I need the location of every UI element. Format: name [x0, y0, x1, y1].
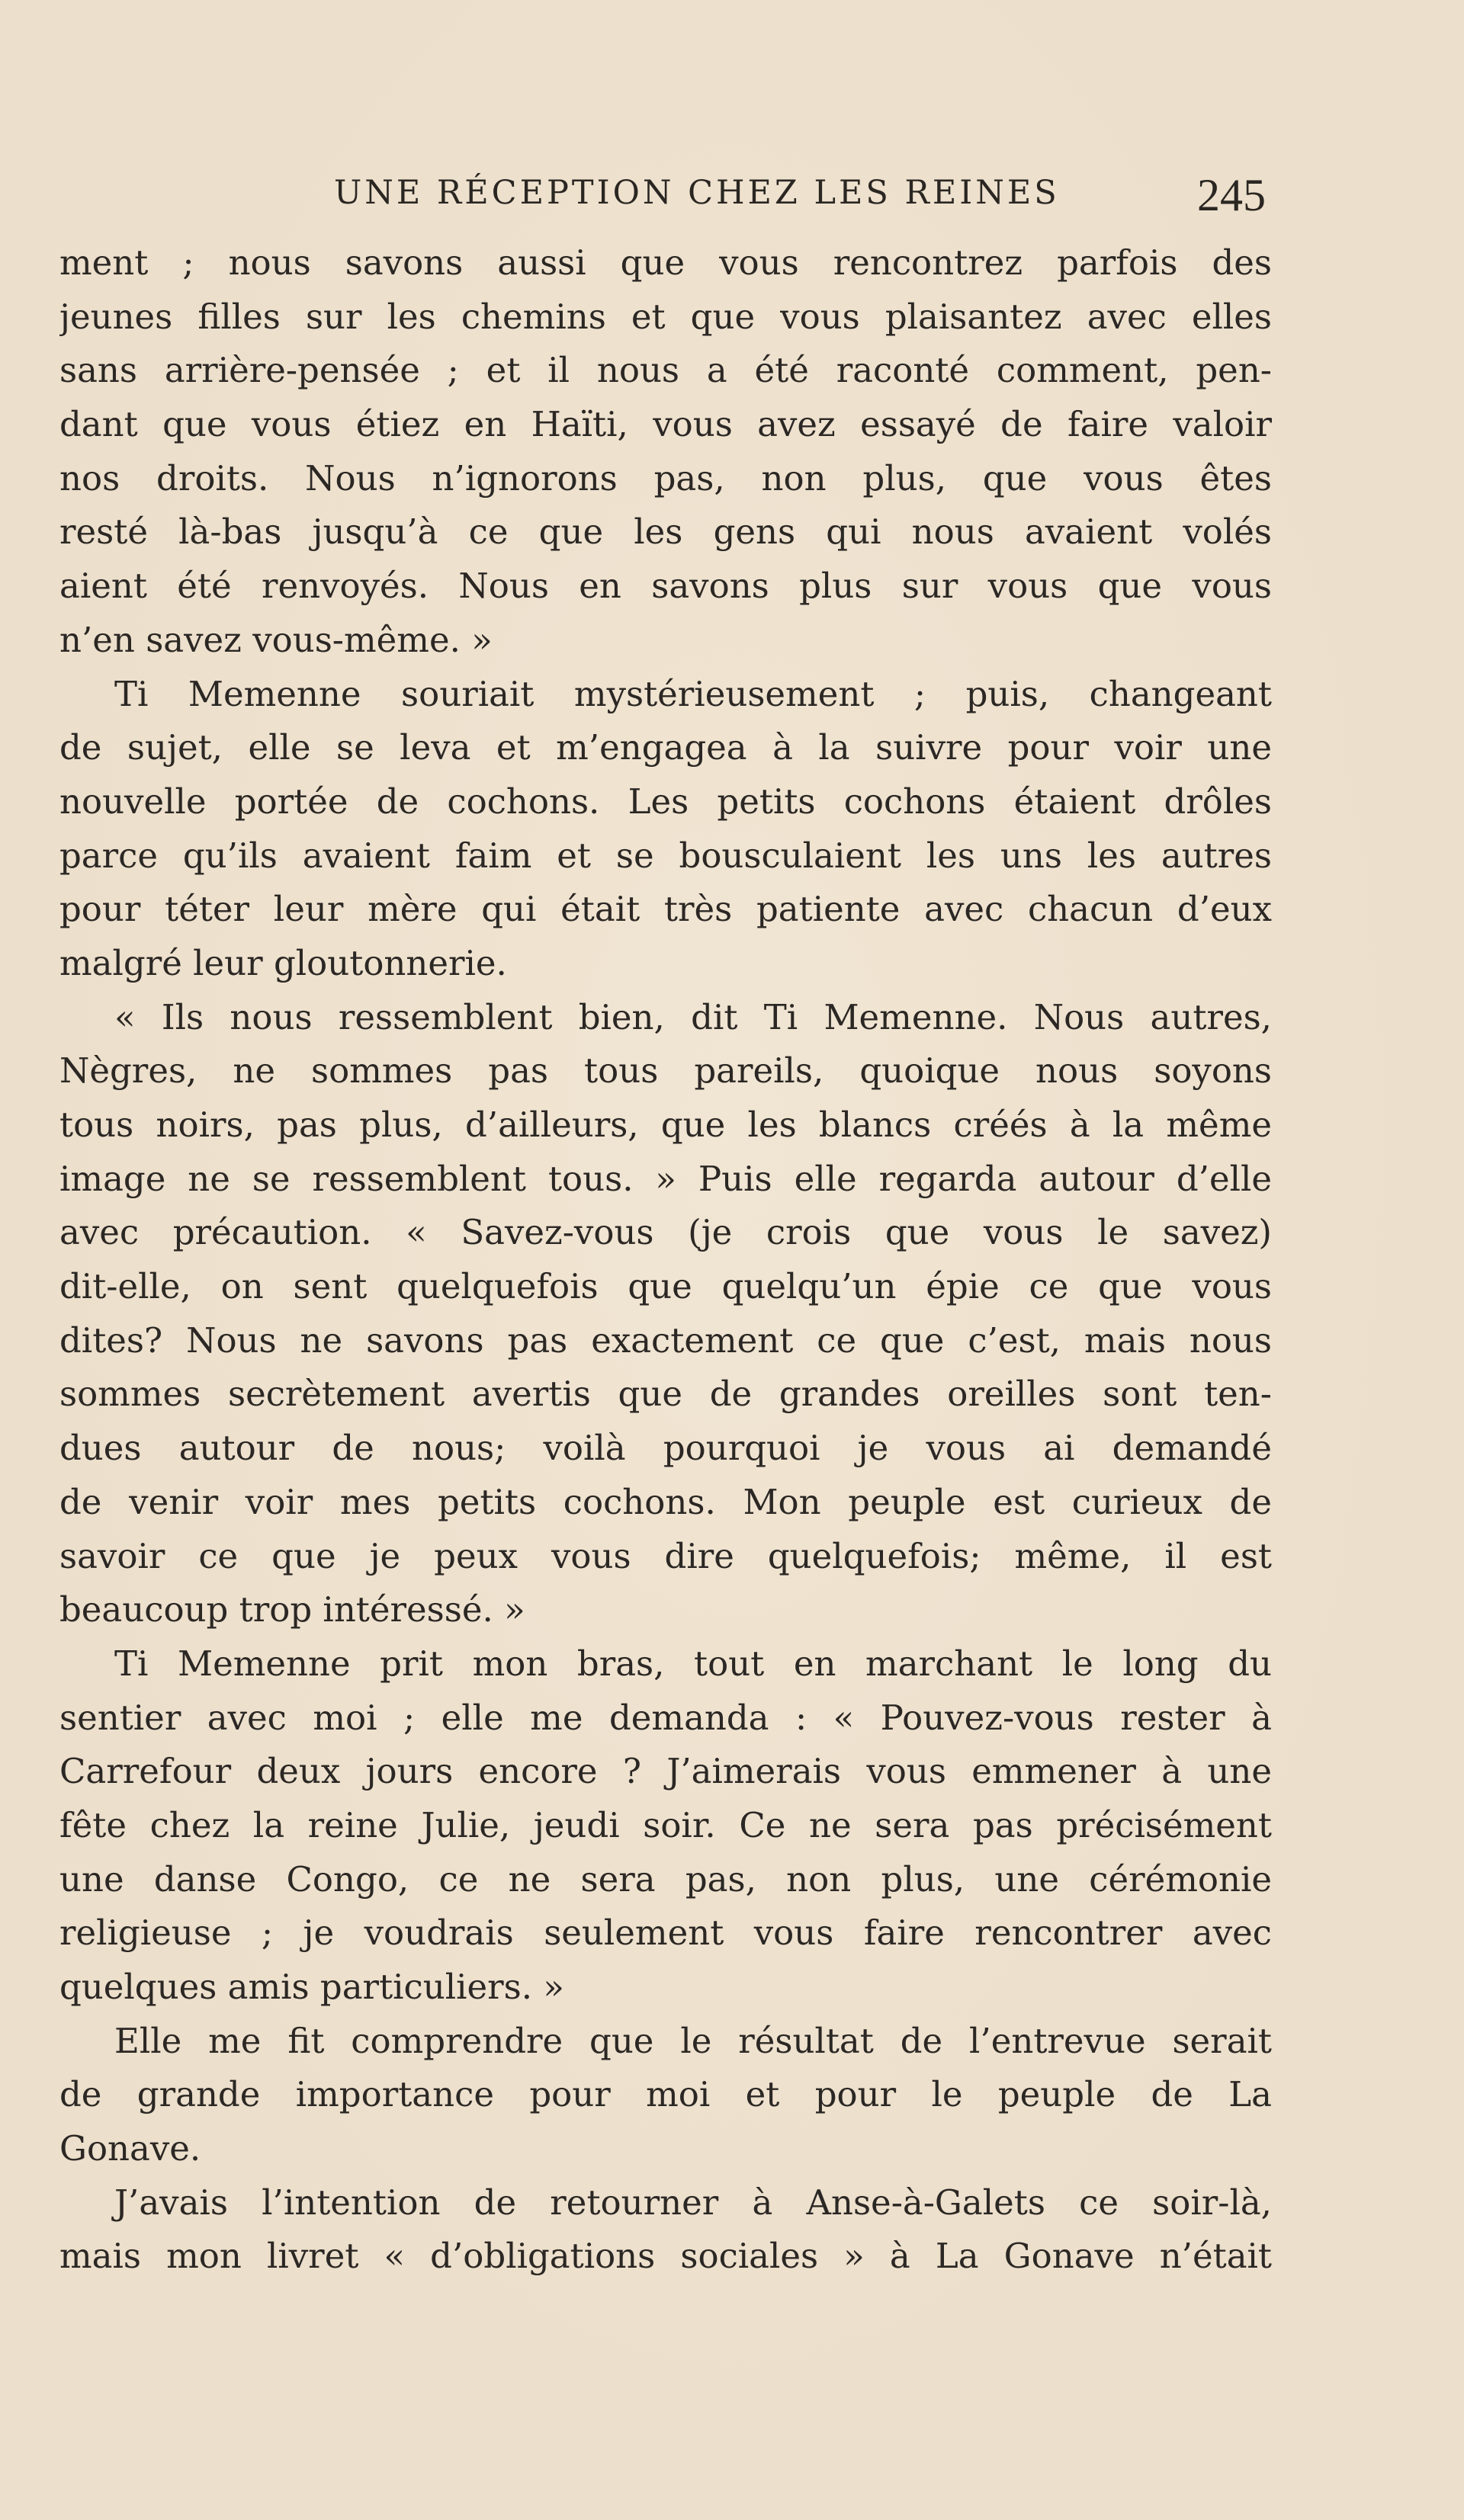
text-line: tous noirs, pas plus, d’ailleurs, que les blancs créés à la même: [59, 1105, 1272, 1145]
text-line: n’en savez vous-même. »: [59, 619, 493, 660]
text-line: sans arrière-pensée ; et il nous a été raconté comment, pen-: [59, 350, 1272, 391]
text-line: nos droits. Nous n’ignorons pas, non plus, que vous êtes: [59, 457, 1272, 499]
text-line: savoir ce que je peux vous dire quelquefois; même, il est: [59, 1535, 1272, 1576]
text-line: Elle me fit comprendre que le résultat de l’entrevue serait: [114, 2020, 1272, 2061]
text-line: malgré leur gloutonnerie.: [59, 942, 507, 983]
text-line: dit-elle, on sent quelquefois que quelqu’un épie ce que vous: [59, 1266, 1272, 1307]
text-line: image ne se ressemblent tous. » Puis elle regarda autour d’elle: [59, 1158, 1272, 1199]
text-line: nouvelle portée de cochons. Les petits cochons étaient drôles: [59, 781, 1272, 822]
text-line: quelques amis particuliers. »: [59, 1967, 564, 2007]
text-line: avec précaution. « Savez-vous (je crois que vous le savez): [59, 1212, 1272, 1253]
text-line: une danse Congo, ce ne sera pas, non plus, une cérémonie: [59, 1858, 1272, 1900]
text-line: sentier avec moi ; elle me demanda : « Pouvez-vous rester à: [59, 1697, 1272, 1738]
text-line: Nègres, ne sommes pas tous pareils, quoique nous soyons: [59, 1050, 1272, 1092]
text-line: de sujet, elle se leva et m’engagea à la suivre pour voir une: [59, 727, 1272, 768]
body-text: [59, 236, 1272, 2284]
text-line: « Ils nous ressemblent bien, dit Ti Memenne. Nous autres,: [114, 996, 1272, 1037]
text-line: fête chez la reine Julie, jeudi soir. Ce ne sera pas précisément: [59, 1804, 1272, 1845]
text-line: Ti Memenne souriait mystérieusement ; puis, changeant: [114, 673, 1272, 714]
text-line: pour téter leur mère qui était très patiente avec chacun d’eux: [59, 889, 1272, 930]
text-line: dites? Nous ne savons pas exactement ce que c’est, mais nous: [59, 1319, 1272, 1361]
text-line: Carrefour deux jours encore ? J’aimerais vous emmener à une: [59, 1751, 1272, 1792]
text-line: aient été renvoyés. Nous en savons plus sur vous que vous: [59, 566, 1272, 607]
text-line: dues autour de nous; voilà pourquoi je vous ai demandé: [59, 1428, 1272, 1469]
text-line: religieuse ; je voudrais seulement vous faire rencontrer avec: [59, 1912, 1272, 1954]
text-line: de grande importance pour moi et pour le peuple de La: [59, 2074, 1272, 2115]
text-line: dant que vous étiez en Haïti, vous avez essayé de faire valoir: [59, 404, 1272, 445]
text-line: ment ; nous savons aussi que vous rencontrez parfois des: [59, 242, 1272, 283]
text-line: jeunes filles sur les chemins et que vous plaisantez avec elles: [59, 296, 1272, 337]
text-line: mais mon livret « d’obligations sociales » à La Gonave n’était: [59, 2236, 1272, 2277]
running-title: UNE RÉCEPTION CHEZ LES REINES: [334, 174, 1060, 212]
text-line: Ti Memenne prit mon bras, tout en marchant le long du: [114, 1643, 1272, 1684]
text-line: sommes secrètement avertis que de grandes oreilles sont ten-: [59, 1374, 1272, 1415]
page-number: 245: [1197, 170, 1266, 220]
running-header: [0, 169, 1464, 223]
text-line: Gonave.: [59, 2128, 201, 2169]
text-line: J’avais l’intention de retourner à Anse-à-Galets ce soir-là,: [114, 2182, 1272, 2223]
text-line: beaucoup trop intéressé. »: [59, 1589, 525, 1630]
text-line: de venir voir mes petits cochons. Mon peuple est curieux de: [59, 1481, 1272, 1522]
text-line: resté là-bas jusqu’à ce que les gens qui nous avaient volés: [59, 511, 1272, 553]
text-line: parce qu’ils avaient faim et se bousculaient les uns les autres: [59, 835, 1272, 876]
